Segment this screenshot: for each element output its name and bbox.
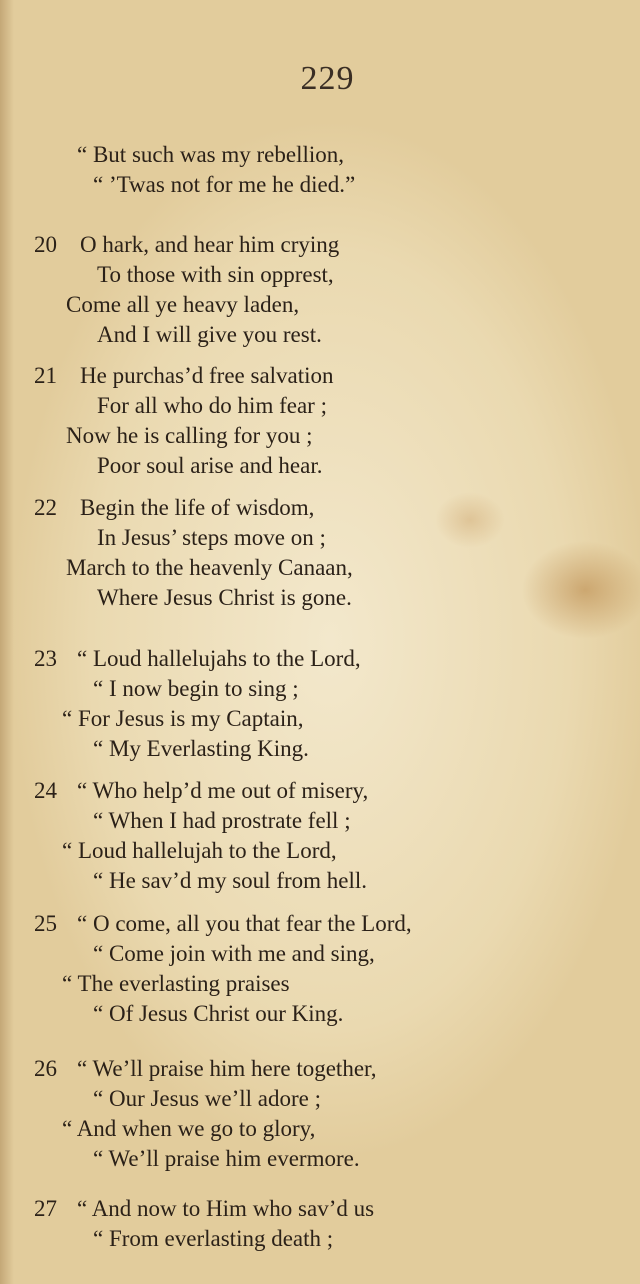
stanza-27 xyxy=(0,1194,640,1254)
verse-line: “ The everlasting praises xyxy=(62,971,290,996)
stanza-21 xyxy=(0,361,640,481)
stanza-20 xyxy=(0,230,640,350)
verse-line: “ When I had prostrate fell ; xyxy=(93,808,351,833)
stanza-23 xyxy=(0,644,640,764)
verse-line: “ Come join with me and sing, xyxy=(93,941,375,966)
verse-line: “ Our Jesus we’ll adore ; xyxy=(93,1086,322,1111)
verse-line: To those with sin opprest, xyxy=(97,262,334,287)
verse-line: “ We’ll praise him evermore. xyxy=(93,1146,360,1171)
verse-line: For all who do him fear ; xyxy=(97,393,327,418)
stanza-22 xyxy=(0,493,640,613)
verse-line: And I will give you rest. xyxy=(97,322,322,347)
verse-line: “ Loud hallelujah to the Lord, xyxy=(62,838,337,863)
stanza-number: 23 xyxy=(34,646,57,671)
verse-line: “ But such was my rebellion, xyxy=(77,142,345,167)
stanza-number: 27 xyxy=(34,1196,57,1221)
stanza-number: 26 xyxy=(34,1056,57,1081)
verse-line: “ And when we go to glory, xyxy=(62,1116,316,1141)
verse-line: 25 “ O come, all you that fear the Lord, xyxy=(0,909,640,939)
stanza-continuation xyxy=(0,140,640,200)
verse-line: “ ’Twas not for me he died.” xyxy=(93,172,356,197)
verse-line: 26 “ We’ll praise him here together, xyxy=(0,1054,640,1084)
verse-line: 20 O hark, and hear him crying xyxy=(0,230,640,260)
stanza-number: 21 xyxy=(34,363,57,388)
stanza-number: 25 xyxy=(34,911,57,936)
stanza-number: 20 xyxy=(34,232,57,257)
verse-line: March to the heavenly Canaan, xyxy=(66,555,353,580)
verse-line: “ My Everlasting King. xyxy=(93,736,309,761)
verse-line: 23 “ Loud hallelujahs to the Lord, xyxy=(0,644,640,674)
verse-line: “ He sav’d my soul from hell. xyxy=(93,868,368,893)
verse-line: 21 He purchas’d free salvation xyxy=(0,361,640,391)
verse-line: 24 “ Who help’d me out of misery, xyxy=(0,776,640,806)
stanza-25 xyxy=(0,909,640,1029)
page-number: 229 xyxy=(300,60,355,97)
verse-line: 27 “ And now to Him who sav’d us xyxy=(0,1194,640,1224)
stanza-26 xyxy=(0,1054,640,1174)
verse-line: Now he is calling for you ; xyxy=(66,423,313,448)
verse-line: In Jesus’ steps move on ; xyxy=(97,525,326,550)
verse-line: “ For Jesus is my Captain, xyxy=(62,706,304,731)
stanza-number: 24 xyxy=(34,778,57,803)
verse-line: “ Of Jesus Christ our King. xyxy=(93,1001,344,1026)
verse-line: Come all ye heavy laden, xyxy=(66,292,300,317)
verse-line: “ From everlasting death ; xyxy=(93,1226,334,1251)
verse-line: Where Jesus Christ is gone. xyxy=(97,585,352,610)
verse-line: “ I now begin to sing ; xyxy=(93,676,299,701)
stanza-24 xyxy=(0,776,640,896)
verse-line: Poor soul arise and hear. xyxy=(97,453,323,478)
verse-line: 22 Begin the life of wisdom, xyxy=(0,493,640,523)
stanza-number: 22 xyxy=(34,495,57,520)
